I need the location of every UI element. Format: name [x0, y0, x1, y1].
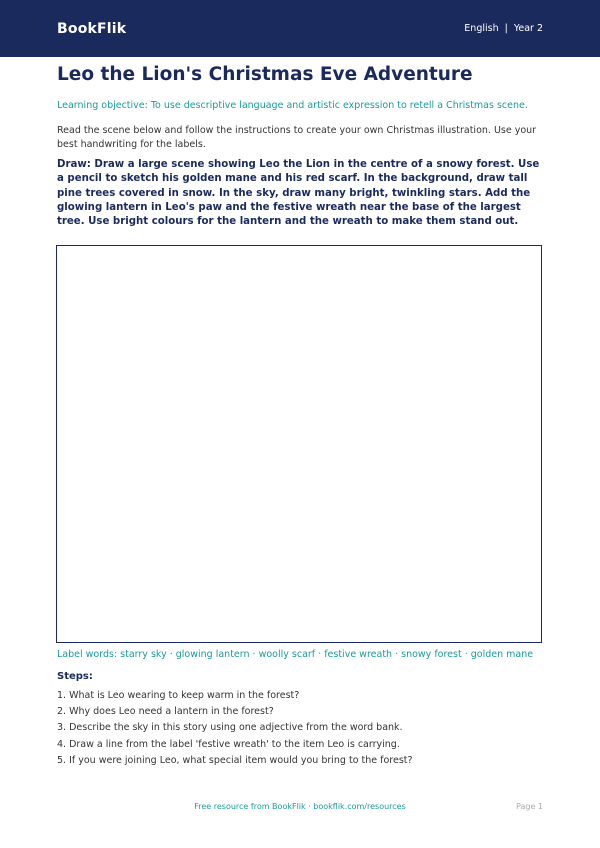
header-bar [0, 0, 600, 57]
step-item: 4. Draw a line from the label 'festive wreath' to the item Leo is carrying. [57, 738, 400, 750]
meta-separator: | [504, 23, 508, 34]
brand-logo[interactable]: BookFlik [57, 20, 127, 37]
header-meta [464, 23, 543, 34]
year-label: Year 2 [513, 23, 543, 34]
steps-heading: Steps: [57, 671, 93, 682]
draw-instruction: Draw: Draw a large scene showing Leo the Lion in the centre of a snowy forest. Use a pencil to sketch his golden mane and his red scarf. In the background, draw tall pine trees covered in snow. In the sky, draw many bright, twinkling stars. Add the glowing lantern in Leo's paw and the festive wreath near the base of the largest tree. Use bright colours for the lantern and the wreath to make them stand out. [57, 159, 540, 228]
step-item: 5. If you were joining Leo, what special item would you bring to the forest? [57, 754, 413, 766]
footer-link[interactable]: Free resource from BookFlik · bookflik.com/resources [194, 802, 406, 811]
steps-list [57, 688, 413, 769]
page-title: Leo the Lion's Christmas Eve Adventure [57, 64, 473, 85]
drawing-area[interactable] [56, 245, 542, 643]
label-words: Label words: starry sky · glowing lantern · woolly scarf · festive wreath · snowy forest · golden mane [57, 649, 534, 660]
step-item: 2. Why does Leo need a lantern in the forest? [57, 706, 274, 718]
step-item: 3. Describe the sky in this story using one adjective from the word bank. [57, 722, 403, 734]
page-number: Page 1 [516, 802, 543, 811]
intro-text: Read the scene below and follow the instructions to create your own Christmas illustration. Use your best handwriting for the labels. [57, 125, 537, 150]
subject-label: English [464, 23, 499, 34]
learning-objective: Learning objective: To use descriptive language and artistic expression to retell a Christmas scene. [57, 100, 528, 111]
step-item: 1. What is Leo wearing to keep warm in the forest? [57, 690, 300, 701]
